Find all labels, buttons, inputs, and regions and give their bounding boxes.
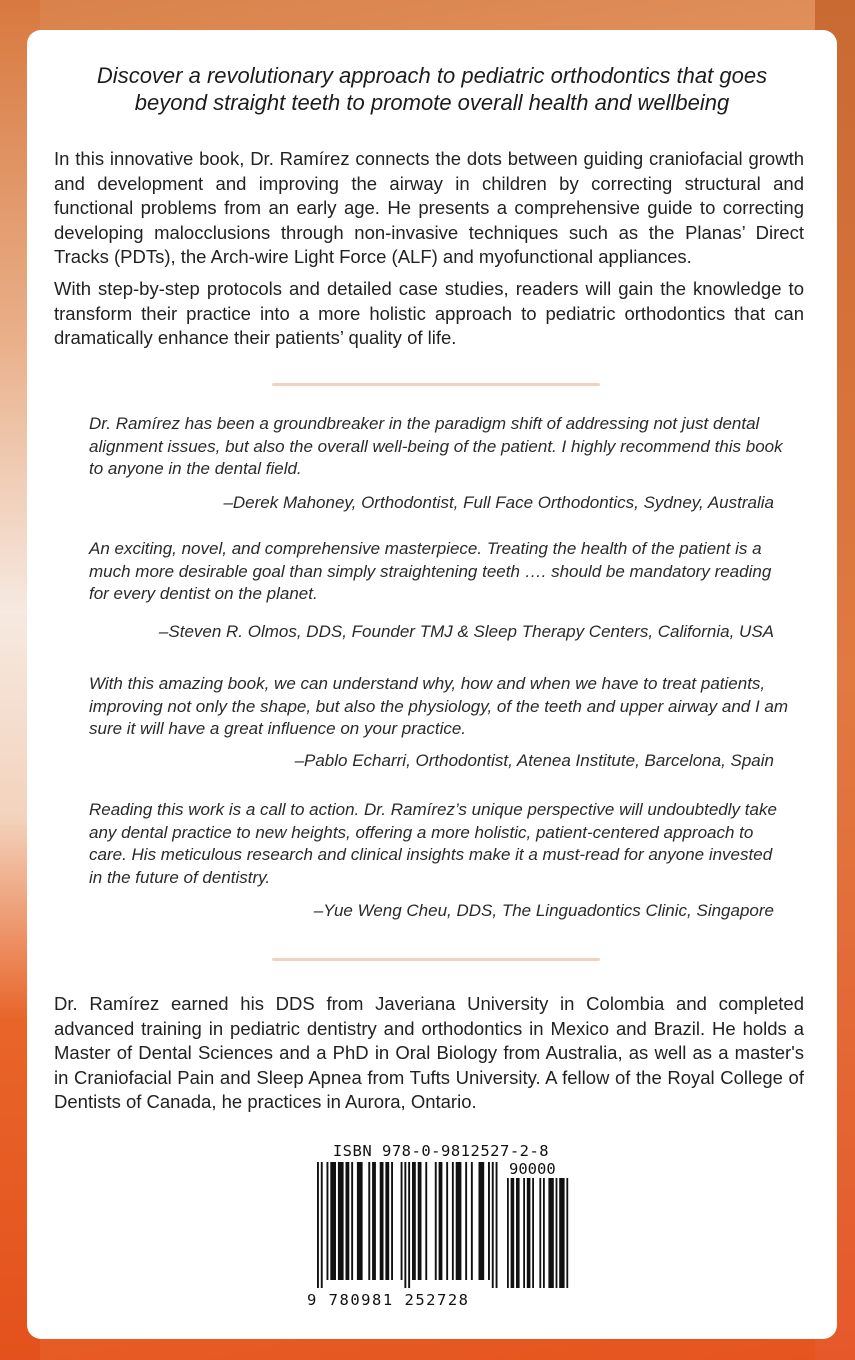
back-cover-panel <box>27 30 837 1339</box>
barcode-bar <box>412 1162 416 1280</box>
barcode-bar <box>532 1178 534 1288</box>
barcode-bar <box>539 1178 541 1288</box>
barcode-bar <box>321 1162 323 1288</box>
testimonial-attribution: –Yue Weng Cheu, DDS, The Linguadontics Clinic, Singapore <box>313 901 774 920</box>
barcode-bar <box>511 1178 515 1288</box>
barcode-bar <box>559 1178 564 1288</box>
barcode-bar <box>346 1162 350 1280</box>
barcode-bar <box>418 1162 422 1280</box>
barcode-bar <box>446 1162 448 1280</box>
barcode-bar <box>439 1162 443 1280</box>
barcode-bar <box>471 1162 473 1280</box>
testimonial-attribution: –Derek Mahoney, Orthodontist, Full Face Orthodontics, Sydney, Australia <box>223 493 774 512</box>
barcode-bar <box>496 1162 498 1288</box>
barcode-bar <box>479 1162 485 1280</box>
barcode-bar <box>338 1162 344 1280</box>
barcode-bar <box>385 1162 389 1280</box>
barcode-bar <box>425 1162 427 1280</box>
barcode-bar <box>317 1162 319 1288</box>
divider-top <box>272 383 600 386</box>
barcode-bar <box>401 1162 403 1280</box>
barcode-bar <box>404 1162 406 1288</box>
barcode-bar <box>492 1162 494 1288</box>
intro-paragraph: In this innovative book, Dr. Ramírez connects the dots between guiding craniofacial growth and development and improving the airway in children by correcting structural and functional problems from an early age. He presents a comprehensive guide to correcting developing malocclusions through non-invasive techniques such as the Planas’ Direct Tracks (PDTs), the Arch-wire Light Force (ALF) and myofunctional appliances. <box>54 148 804 267</box>
author-bio: Dr. Ramírez earned his DDS from Javeriana University in Colombia and completed advanced training in pediatric dentistry and orthodontics in Mexico and Brazil. He holds a Master of Dental Sciences and a PhD in Oral Biology from Australia, as well as a master's in Craniofacial Pain and Sleep Apnea from Tufts University. A fellow of the Royal College of Dentists of Canada, he practices in Aurora, Ontario. <box>54 993 804 1112</box>
barcode-bar <box>527 1178 531 1288</box>
price-addon-bars <box>507 1178 573 1290</box>
barcode-digits: 9 780981 252728 <box>307 1291 470 1309</box>
barcode-bar <box>543 1178 545 1288</box>
barcode-bar <box>507 1178 509 1288</box>
barcode-bar <box>566 1178 568 1288</box>
price-code: 90000 <box>509 1160 556 1178</box>
barcode-bar <box>516 1178 520 1288</box>
divider-bottom <box>272 958 600 961</box>
barcode-bar <box>351 1162 353 1280</box>
barcode-bar <box>357 1162 363 1280</box>
barcode-bar <box>435 1162 437 1280</box>
barcode-bar <box>456 1162 462 1280</box>
barcode-bar <box>548 1178 553 1288</box>
barcode-bar <box>523 1178 525 1288</box>
testimonial-attribution: –Pablo Echarri, Orthodontist, Atenea Institute, Barcelona, Spain <box>294 751 774 770</box>
testimonial-quote: Reading this work is a call to action. Dr. Ramírez’s unique perspective will undoubtedly take any dental practice to new heights, offering a more holistic, patient-centered approach to care. His meticulous research and clinical insights make it a must-read for anyone invested in the future of dentistry. <box>89 800 777 887</box>
headline: Discover a revolutionary approach to pediatric orthodontics that goes beyond straight teeth to promote overall health and wellbeing <box>96 63 768 115</box>
barcode-bar <box>327 1162 329 1280</box>
barcode-bar <box>408 1162 410 1288</box>
testimonial-quote: Dr. Ramírez has been a groundbreaker in the paradigm shift of addressing not just dental alignment issues, but also the overall well-being of the patient. I highly recommend this book to anyone in the dental field. <box>89 414 783 478</box>
barcode-bar <box>330 1162 336 1280</box>
testimonial-attribution: –Steven R. Olmos, DDS, Founder TMJ & Sleep Therapy Centers, California, USA <box>158 622 774 641</box>
barcode-bar <box>368 1162 370 1280</box>
barcode-bar <box>556 1178 558 1288</box>
barcode-bar <box>452 1162 454 1280</box>
isbn-label: ISBN 978-0-9812527-2-8 <box>332 1142 550 1160</box>
summary-paragraph: With step-by-step protocols and detailed case studies, readers will gain the knowledge to transform their practice into a more holistic approach to pediatric orthodontics that can dramatically enhance their patients’ quality of life. <box>54 278 804 348</box>
testimonial-quote: With this amazing book, we can understand why, how and when we have to treat patients, improving not only the shape, but also the physiology, of the teeth and upper airway and I am sure it will have a great influence on your practice. <box>89 674 789 738</box>
isbn-barcode <box>299 1134 581 1314</box>
barcode-bar <box>380 1162 384 1280</box>
barcode-bar <box>391 1162 393 1280</box>
barcode-bar <box>465 1162 467 1280</box>
ean13-bars <box>317 1162 503 1290</box>
barcode-bar <box>488 1162 490 1280</box>
barcode-bar <box>372 1162 376 1280</box>
testimonial-quote: An exciting, novel, and comprehensive masterpiece. Treating the health of the patient is a much more desirable goal than simply straightening teeth …. should be mandatory reading for every dentist on the planet. <box>89 539 772 603</box>
